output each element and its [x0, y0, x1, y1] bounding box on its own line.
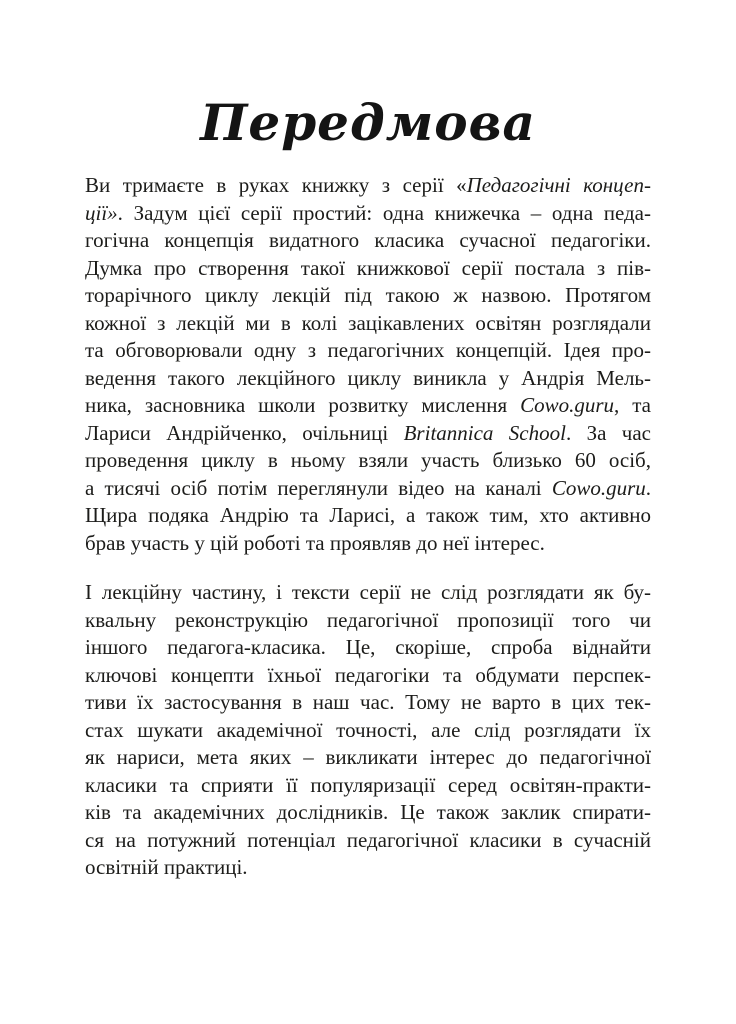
text-line [85, 607, 651, 635]
text-segment: торарічного циклу лекцій під такою ж назвою. Протягом [85, 283, 651, 307]
text-segment: ключові концепти їхньої педагогіки та обдумати перспек- [85, 662, 651, 687]
text-segment: та обговорювали одну з педагогічних концепцій. Ідея про- [85, 338, 651, 362]
text-segment: Педагогічні концеп- [466, 173, 651, 197]
paragraph [85, 172, 651, 557]
text-segment: ції» [85, 200, 118, 225]
text-line [85, 282, 651, 310]
text-segment: ведення такого лекційного циклу виникла у Андрія Мель- [85, 365, 651, 390]
text-line [85, 365, 651, 393]
text-line [85, 475, 651, 503]
text-line [85, 662, 651, 690]
text-segment: Думка про створення такої книжкової серії постала з пів- [85, 255, 651, 280]
text-line [85, 420, 651, 448]
text-segment: іншого педагога-класика. Це, скоріше, спроба віднайти [85, 635, 651, 659]
text-line [85, 172, 651, 200]
text-line [85, 634, 651, 662]
body-text [85, 172, 651, 882]
text-line [85, 502, 651, 530]
text-segment: І лекційну частину, і тексти серії не слід розглядати як бу- [85, 580, 651, 604]
text-line [85, 255, 651, 283]
text-segment: стах шукати академічної точності, але слід розглядати їх [85, 717, 651, 742]
text-line [85, 530, 651, 558]
text-line [85, 772, 651, 800]
text-line [85, 579, 651, 607]
text-segment: класики та сприяти її популяризації серед освітян-практи- [85, 772, 651, 797]
text-segment: Britannica School [403, 420, 566, 445]
text-segment: . За час [565, 420, 652, 445]
text-segment: тиви їх застосування в наш час. Тому не варто в цих тек- [85, 690, 651, 714]
text-segment: Cowo.guru [551, 475, 646, 500]
text-line [85, 717, 651, 745]
text-segment: освітній практиці. [85, 855, 248, 879]
text-line [85, 310, 651, 338]
text-line [85, 227, 651, 255]
text-segment: ся на потужний потенціал педагогічної класики в сучасній [85, 827, 651, 852]
text-segment: . [645, 475, 651, 500]
text-segment: гогічна концепція видатного класика сучасної педагогіки. [85, 228, 651, 252]
text-segment: Ви тримаєте в руках книжку з серії « [85, 173, 467, 197]
text-segment: ків та академічних дослідників. Це також заклик спирати- [85, 800, 651, 824]
text-segment: Cowo.guru [520, 393, 615, 417]
text-line [85, 337, 651, 365]
text-segment: брав участь у цій роботі та проявляв до неї інтерес. [85, 530, 545, 555]
chapter-title: Передмова [200, 93, 536, 152]
paragraph [85, 579, 651, 882]
text-segment: Щира подяка Андрію та Ларисі, а також тим, хто активно [85, 503, 651, 527]
text-segment: , та [614, 393, 651, 417]
text-segment: квальну реконструкцію педагогічної пропозиції того чи [85, 607, 651, 632]
text-segment: як нариси, мета яких – викликати інтерес до педагогічної [85, 745, 651, 769]
text-segment: ника, засновника школи розвитку мислення [85, 393, 521, 417]
text-line [85, 744, 651, 772]
text-line [85, 689, 651, 717]
text-line [85, 447, 651, 475]
text-line [85, 392, 651, 420]
text-segment: а тисячі осіб потім переглянули відео на каналі [85, 475, 552, 500]
text-segment: кожної з лекцій ми в колі зацікавлених освітян розглядали [85, 310, 651, 335]
text-line [85, 854, 651, 882]
text-segment: . Задум цієї серії простий: одна книжечка – одна педа- [117, 200, 651, 225]
text-segment: Лариси Андрійченко, очільниці [85, 420, 404, 445]
text-line [85, 827, 651, 855]
text-line [85, 200, 651, 228]
text-segment: проведення циклу в ньому взяли участь близько 60 осіб, [85, 448, 651, 472]
text-line [85, 799, 651, 827]
